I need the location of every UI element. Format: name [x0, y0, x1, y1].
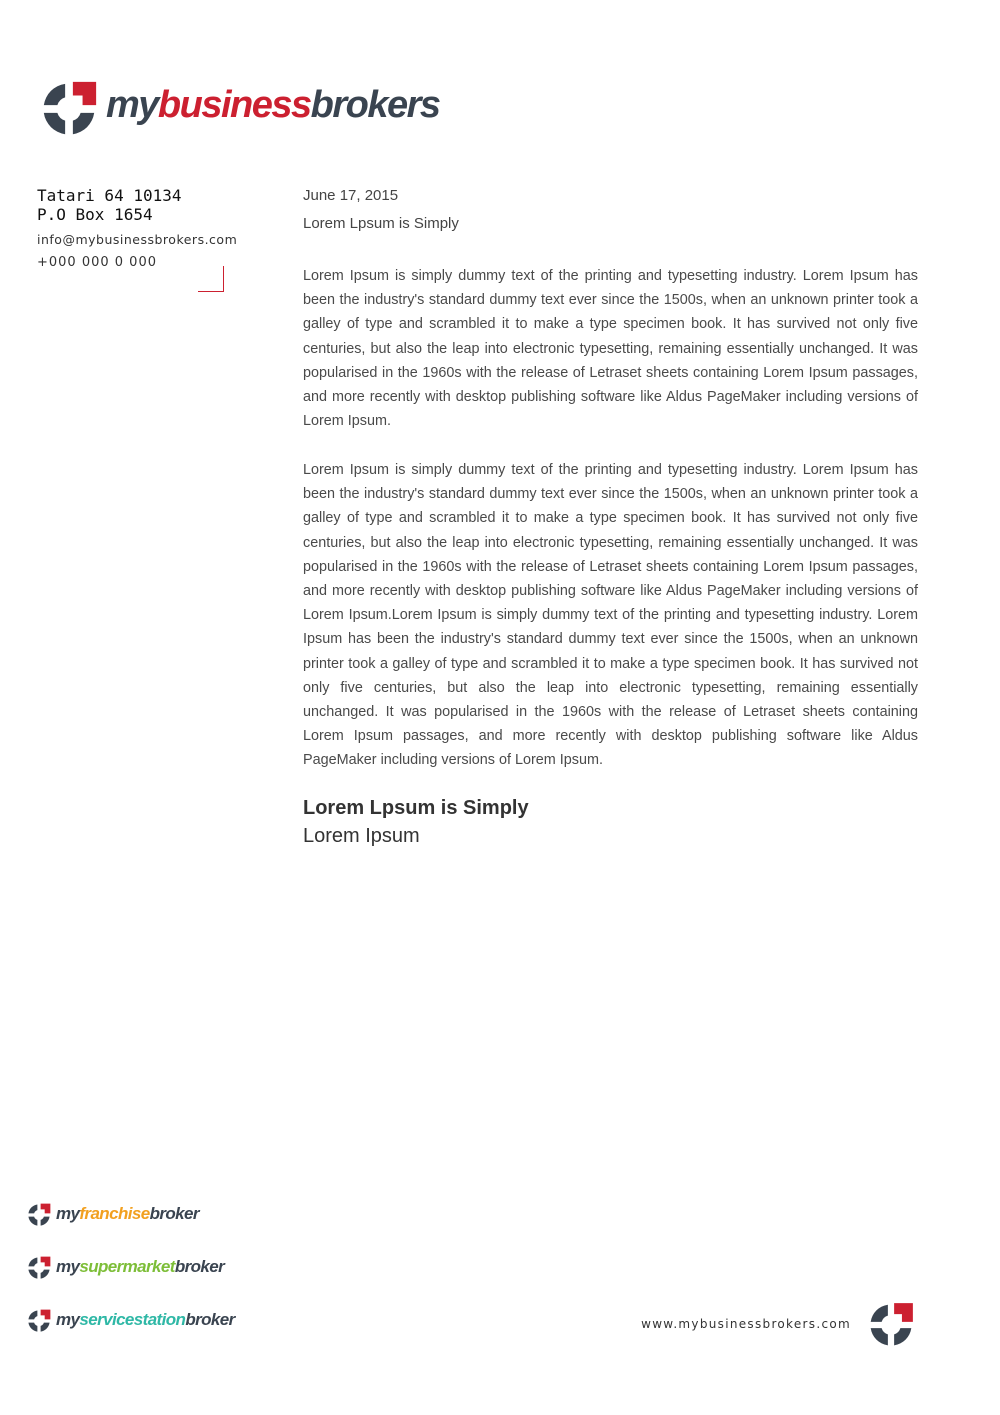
corner-decoration: [198, 266, 224, 292]
servicestation-broker-logo: [26, 1308, 286, 1334]
brand-middle: servicestation: [79, 1310, 186, 1329]
brand-middle: franchise: [79, 1204, 150, 1223]
supermarket-broker-logo: [26, 1255, 286, 1281]
cross-logo-icon: [26, 1308, 52, 1334]
letter-subject: Lorem Lpsum is Simply: [303, 215, 459, 232]
signature-title: Lorem Ipsum: [303, 825, 420, 847]
address-line-2: P.O Box 1654: [37, 205, 153, 224]
contact-email[interactable]: info@mybusinessbrokers.com: [37, 232, 238, 247]
logo-suffix: brokers: [310, 84, 440, 126]
contact-phone: +000 000 0 000: [37, 255, 157, 270]
franchise-broker-logo: [26, 1202, 286, 1228]
signature-name: Lorem Lpsum is Simply: [303, 797, 529, 819]
brand-prefix: my: [56, 1257, 80, 1276]
cross-logo-icon: [864, 1300, 918, 1350]
logo-middle: business: [157, 84, 311, 126]
letter-paragraph: Lorem Ipsum is simply dummy text of the printing and typesetting industry. Lorem Ipsum has been the industry's standard dummy text ever since the 1500s, when an unknown printer took a galley of type and scrambled it to make a type specimen book. It has survived not only five centuries, but also the leap into electronic typesetting, remaining essentially unchanged. It was popularised in the 1960s with the release of Letraset sheets containing Lorem Ipsum passages, and more recently with desktop publishing software like Aldus PageMaker including versions of Lorem Ipsum.: [303, 268, 918, 430]
brand-suffix: broker: [149, 1204, 199, 1223]
address-line-1: Tatari 64 10134: [37, 186, 182, 205]
brand-prefix: my: [56, 1204, 80, 1223]
brand-suffix: broker: [185, 1310, 235, 1329]
brand-prefix: my: [56, 1310, 80, 1329]
letter-paragraph: Lorem Ipsum is simply dummy text of the printing and typesetting industry. Lorem Ipsum has been the industry's standard dummy text ever since the 1500s, when an unknown printer took a galley of type and scrambled it to make a type specimen book. It has survived not only five centuries, but also the leap into electronic typesetting, remaining essentially unchanged. It was popularised in the 1960s with the release of Letraset sheets containing Lorem Ipsum passages, and more recently with desktop publishing software like Aldus PageMaker including versions of Lorem Ipsum.Lorem Ipsum is simply dummy text of the printing and typesetting industry. Lorem Ipsum has been the industry's standard dummy text ever since the 1500s, when an unknown printer took a galley of type and scrambled it to make a type specimen book. It has survived not only five centuries, but also the leap into electronic typesetting, remaining essentially unchanged. It was popularised in the 1960s with the release of Letraset sheets containing Lorem Ipsum passages, and more recently with desktop publishing software like Aldus PageMaker including versions of Lorem Ipsum.: [303, 462, 918, 769]
brand-middle: supermarket: [79, 1257, 175, 1276]
logo-prefix: my: [106, 84, 158, 126]
company-logo: [38, 78, 458, 142]
cross-logo-icon: [26, 1255, 52, 1281]
cross-logo-icon: [26, 1202, 52, 1228]
brand-suffix: broker: [174, 1257, 225, 1276]
website-link[interactable]: www.mybusinessbrokers.com: [641, 1317, 851, 1331]
letter-date: June 17, 2015: [303, 187, 399, 204]
company-logo-wordmark: [106, 84, 440, 127]
cross-logo-icon: [38, 78, 100, 140]
